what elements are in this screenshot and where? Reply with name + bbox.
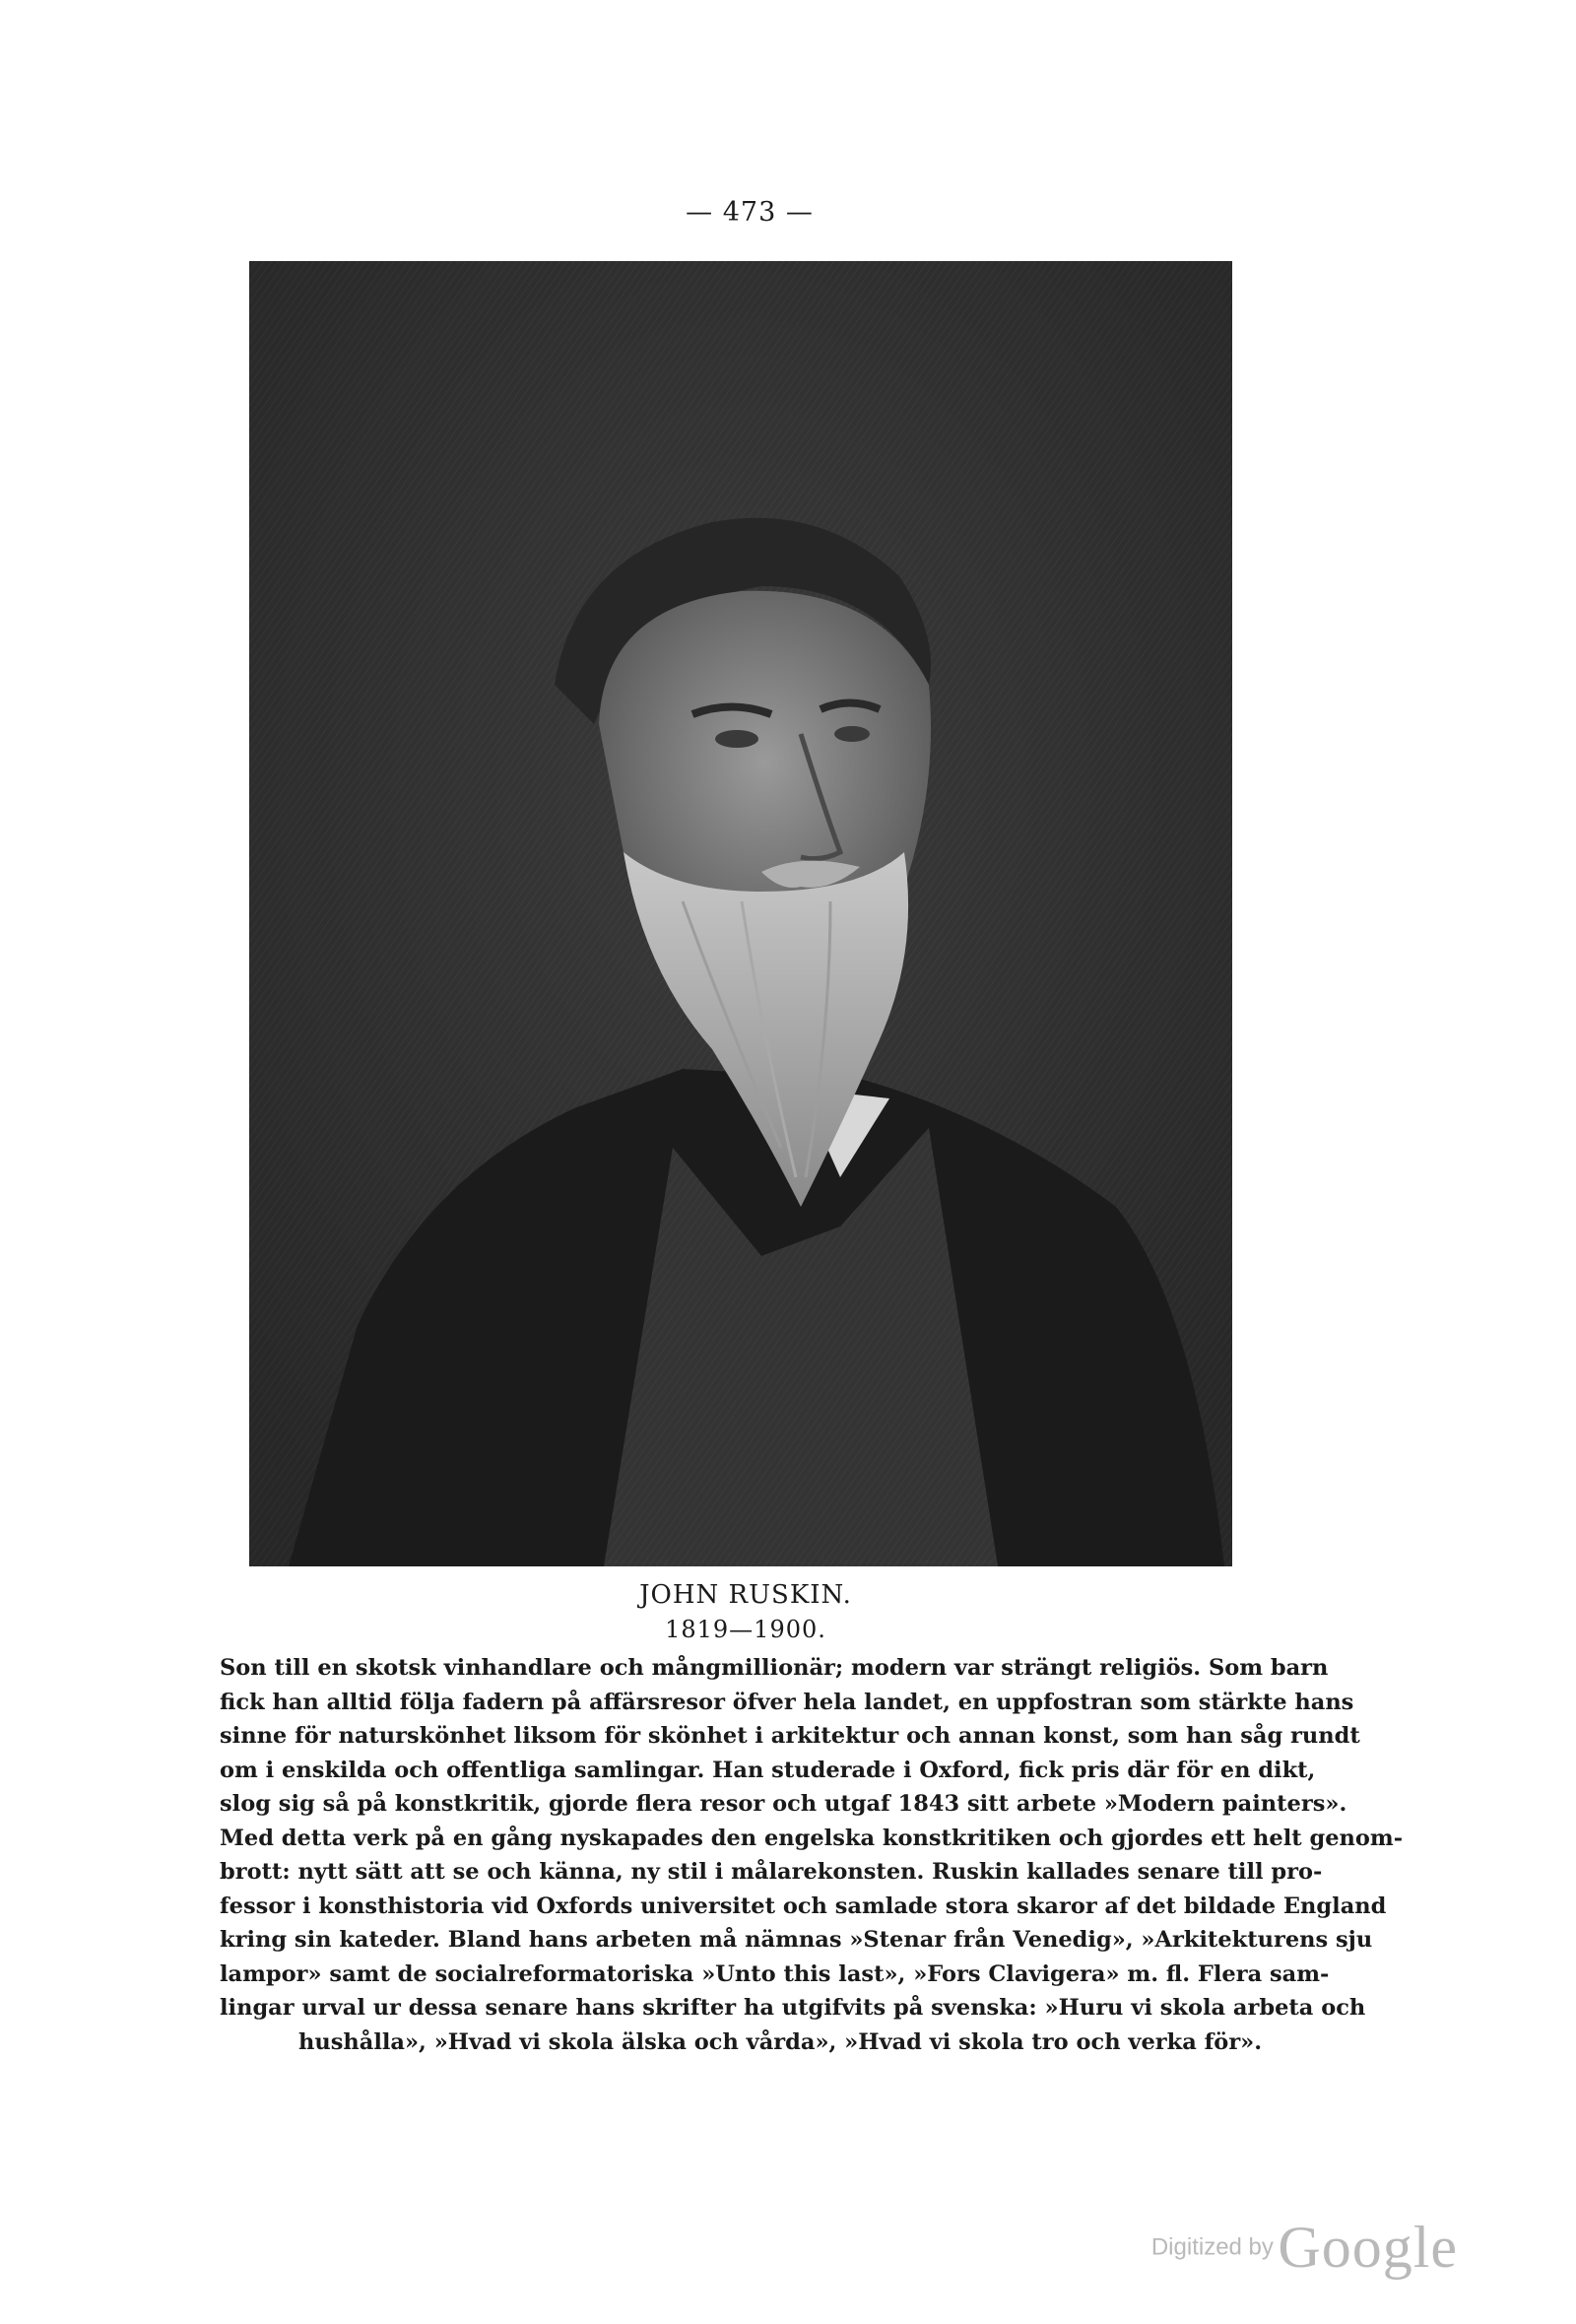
caption-line: sinne för naturskönhet liksom för skönhet i arkitektur och annan konst, som han såg rundt: [220, 1723, 1360, 1749]
watermark-prefix: Digitized by: [1150, 2233, 1274, 2261]
caption-line: slog sig så på konstkritik, gjorde flera resor och utgaf 1843 sitt arbete »Modern painters».: [220, 1791, 1347, 1817]
caption-line: fessor i konsthistoria vid Oxfords universitet och samlade stora skaror af det bildade England: [220, 1892, 1387, 1919]
caption-line: fick han alltid följa fadern på affärsresor öfver hela landet, en uppfostran som stärkte hans: [220, 1689, 1354, 1715]
google-logo: Google: [1278, 2215, 1458, 2280]
portrait-image: [249, 261, 1232, 1566]
page-number: — 473 —: [686, 197, 814, 228]
caption-line: hushålla», »Hvad vi skola älska och vårda», »Hvad vi skola tro och verka för».: [298, 2028, 1263, 2055]
caption-years: 1819—1900.: [665, 1616, 826, 1643]
caption-line: lingar urval ur dessa senare hans skrifter ha utgifvits på svenska: »Huru vi skola arbeta och: [220, 1995, 1366, 2021]
caption-line: kring sin kateder. Bland hans arbeten må nämnas »Stenar från Venedig», »Arkitekturens sju: [220, 1927, 1373, 1953]
caption-line: lampor» samt de socialreformatoriska »Unto this last», »Fors Clavigera» m. fl. Flera sam-: [220, 1960, 1330, 1987]
caption-line: om i enskilda och offentliga samlingar. Han studerade i Oxford, fick pris där för en dikt,: [220, 1757, 1316, 1783]
caption-line: brott: nytt sätt att se och känna, ny stil i målarekonsten. Ruskin kallades senare till pro-: [220, 1859, 1323, 1885]
caption-body: [220, 1651, 1404, 2059]
caption-title: JOHN RUSKIN.: [639, 1580, 852, 1610]
digitized-watermark: [1151, 2214, 1458, 2282]
caption-line: Son till en skotsk vinhandlare och mångmillionär; modern var strängt religiös. Som barn: [220, 1655, 1329, 1681]
caption-line: Med detta verk på en gång nyskapades den engelska konstkritiken och gjordes ett helt genom-: [220, 1825, 1404, 1851]
